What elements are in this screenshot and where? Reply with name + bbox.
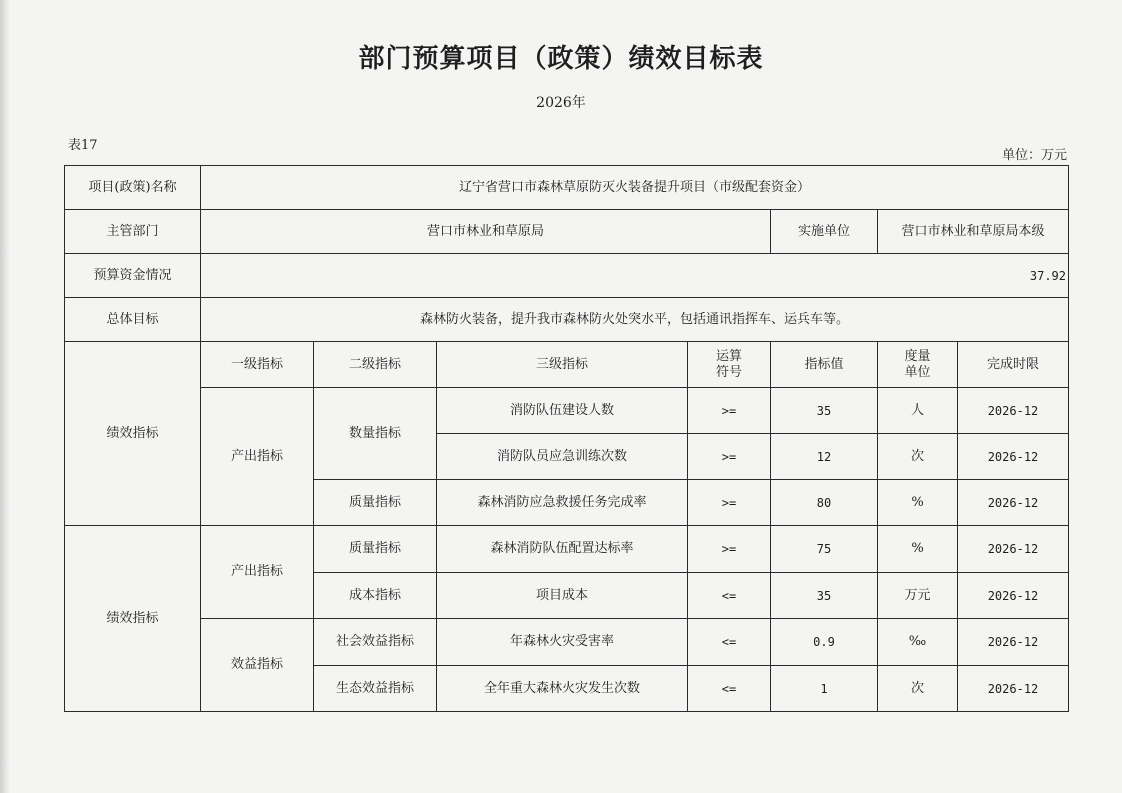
level2-label: 数量指标 [314,388,437,480]
table-number: 表17 [68,138,98,153]
level2-label: 质量指标 [314,526,437,573]
target-value: 75 [771,526,878,573]
unit-label: 单位：万元 [1001,148,1067,163]
level2-label: 质量指标 [314,480,437,526]
operator: >= [688,480,771,526]
measure-unit: 人 [878,388,958,434]
measure-unit: 万元 [878,573,958,619]
measure-unit: % [878,480,958,526]
project-name-value: 辽宁省营口市森林草原防灭火装备提升项目（市级配套资金） [201,166,1069,210]
deadline: 2026-12 [958,666,1069,712]
indicator-name: 全年重大森林火灾发生次数 [437,666,688,712]
header-level2: 二级指标 [314,342,437,388]
operator: <= [688,573,771,619]
operator: <= [688,619,771,666]
indicator-name: 森林消防队伍配置达标率 [437,526,688,573]
header-level1: 一级指标 [201,342,314,388]
level1-label: 效益指标 [201,619,314,712]
indicator-name: 年森林火灾受害率 [437,619,688,666]
budget-row [65,254,1069,298]
project-name-row [65,166,1069,210]
operator: >= [688,388,771,434]
level2-label: 成本指标 [314,573,437,619]
target-value: 0.9 [771,619,878,666]
table-row [65,526,1069,573]
indicator-name: 消防队员应急训练次数 [437,434,688,480]
deadline: 2026-12 [958,434,1069,480]
project-name-label: 项目(政策)名称 [65,166,201,210]
implementing-unit-label: 实施单位 [771,210,878,254]
target-value: 35 [771,388,878,434]
header-value: 指标值 [771,342,878,388]
deadline: 2026-12 [958,526,1069,573]
target-value: 1 [771,666,878,712]
header-level3: 三级指标 [437,342,688,388]
perf-indicator-group-label: 绩效指标 [65,342,201,526]
implementing-unit-value: 营口市林业和草原局本级 [878,210,1069,254]
indicator-name: 森林消防应急救援任务完成率 [437,480,688,526]
department-label: 主管部门 [65,210,201,254]
operator: <= [688,666,771,712]
operator: >= [688,526,771,573]
overall-goal-value: 森林防火装备，提升我市森林防火处突水平，包括通讯指挥车、运兵车等。 [201,298,1069,342]
overall-goal-label: 总体目标 [65,298,201,342]
indicator-name: 项目成本 [437,573,688,619]
year-label: 2026年 [536,95,586,111]
level2-label: 生态效益指标 [314,666,437,712]
target-value: 12 [771,434,878,480]
budget-label: 预算资金情况 [65,254,201,298]
indicator-name: 消防队伍建设人数 [437,388,688,434]
department-row [65,210,1069,254]
operator: >= [688,434,771,480]
deadline: 2026-12 [958,480,1069,526]
level2-label: 社会效益指标 [314,619,437,666]
header-operator: 运算 符号 [688,342,771,388]
budget-value: 37.92 [201,254,1069,298]
perf-indicator-group-label: 绩效指标 [65,526,201,712]
deadline: 2026-12 [958,388,1069,434]
overall-goal-row [65,298,1069,342]
page-title: 部门预算项目（政策）绩效目标表 [358,44,764,74]
target-value: 80 [771,480,878,526]
department-value: 营口市林业和草原局 [201,210,771,254]
measure-unit: ‰ [878,619,958,666]
indicator-header-row [65,342,1069,388]
page-edge-shadow [0,0,10,793]
deadline: 2026-12 [958,573,1069,619]
header-deadline: 完成时限 [958,342,1069,388]
level1-label: 产出指标 [201,526,314,619]
deadline: 2026-12 [958,619,1069,666]
performance-goal-table [64,165,1069,712]
table-row [65,619,1069,666]
header-unit: 度量 单位 [878,342,958,388]
level1-label: 产出指标 [201,388,314,526]
measure-unit: 次 [878,666,958,712]
target-value: 35 [771,573,878,619]
measure-unit: 次 [878,434,958,480]
measure-unit: % [878,526,958,573]
table-row [65,388,1069,434]
